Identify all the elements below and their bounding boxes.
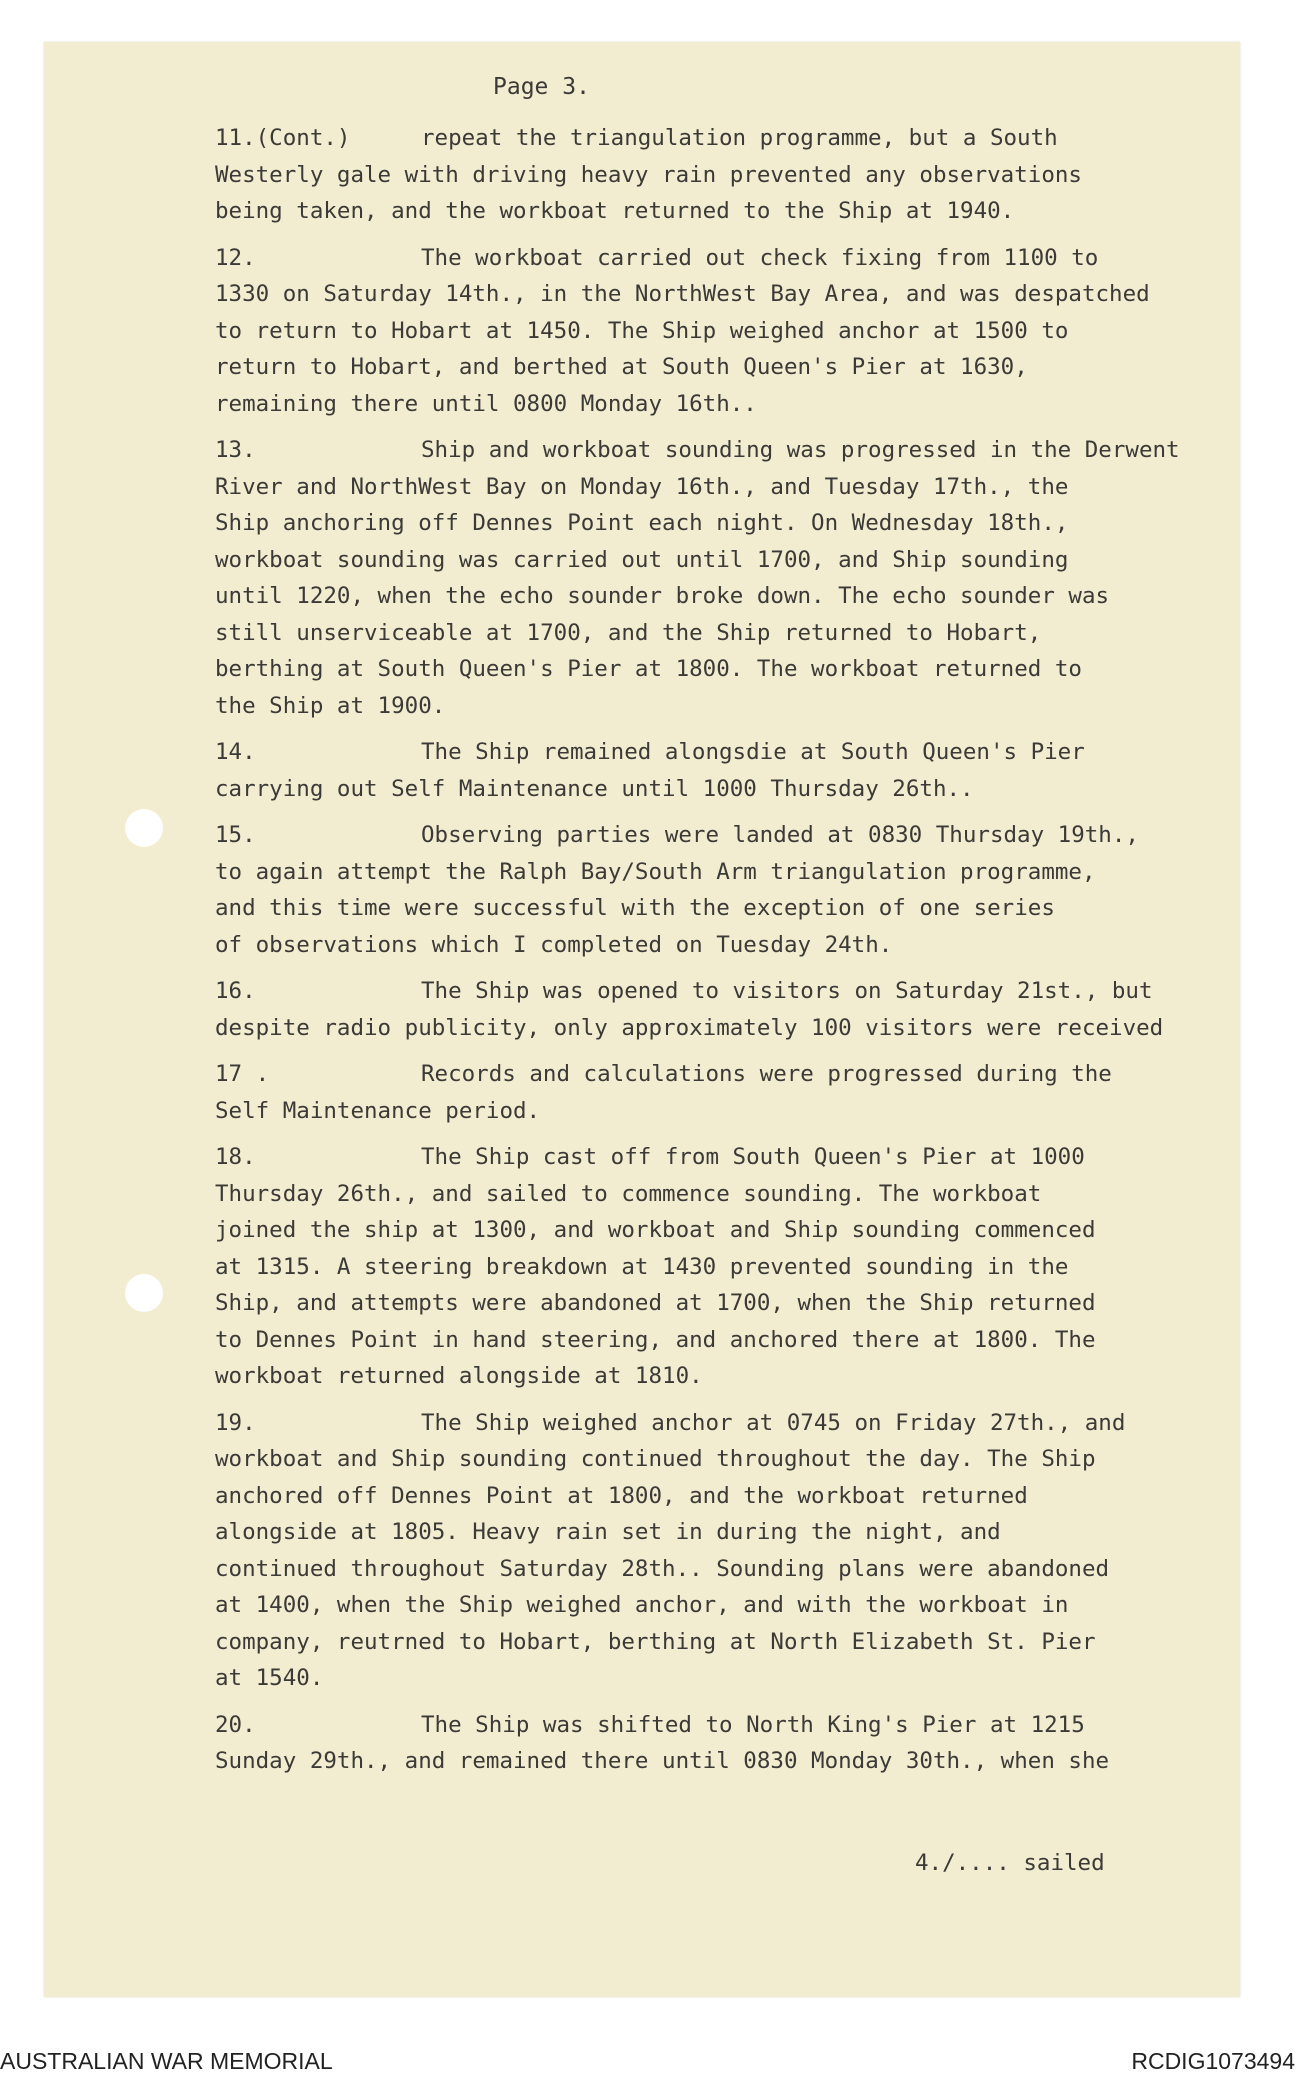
line-text: Ship anchoring off Dennes Point each night. On Wednesday 18th., xyxy=(215,510,1069,536)
line-text: being taken, and the workboat returned to the Ship at 1940. xyxy=(215,198,1015,224)
line-text: until 1220, when the echo sounder broke down. The echo sounder was xyxy=(215,583,1110,609)
line-text: at 1540. xyxy=(215,1665,324,1691)
line-text: carrying out Self Maintenance until 1000 Thursday 26th.. xyxy=(215,775,974,802)
line-text: Thursday 26th., and sailed to commence sounding. The workboat xyxy=(215,1180,1042,1207)
line-text: The Ship cast off from South Queen's Pier at 1000 xyxy=(421,1144,1085,1170)
report-body xyxy=(215,120,1235,1790)
text-line xyxy=(215,1707,1235,1744)
paragraph-number: 15. xyxy=(215,822,256,848)
line-text: remaining there until 0800 Monday 16th.. xyxy=(215,390,757,417)
text-line xyxy=(215,1551,1235,1588)
paragraph xyxy=(215,734,1235,807)
line-text: continued throughout Saturday 28th.. Sounding plans were abandoned xyxy=(215,1555,1110,1582)
text-line xyxy=(215,276,1235,313)
line-text: workboat returned alongside at 1810. xyxy=(215,1363,703,1389)
text-line xyxy=(215,734,1235,771)
paragraph-number: 16. xyxy=(215,978,256,1004)
line-text: Ship, and attempts were abandoned at 1700, when the Ship returned xyxy=(215,1290,1096,1316)
paragraph-number: 11.(Cont.) xyxy=(215,125,351,151)
text-line xyxy=(215,1212,1235,1249)
line-text: Self Maintenance period. xyxy=(215,1097,541,1124)
paragraph-number: 19. xyxy=(215,1409,256,1436)
line-text: at 1315. A steering breakdown at 1430 prevented sounding in the xyxy=(215,1253,1069,1280)
text-line xyxy=(215,927,1235,964)
paragraph-number: 14. xyxy=(215,739,256,765)
text-line xyxy=(215,386,1235,423)
text-line xyxy=(215,1587,1235,1624)
line-text: of observations which I completed on Tuesday 24th. xyxy=(215,931,893,958)
line-text: The workboat carried out check fixing from 1100 to xyxy=(421,244,1099,271)
paragraph-number: 20. xyxy=(215,1711,256,1738)
punch-hole xyxy=(125,1274,163,1312)
line-text: River and NorthWest Bay on Monday 16th., and Tuesday 17th., the xyxy=(215,473,1069,500)
line-text: still unserviceable at 1700, and the Ship returned to Hobart, xyxy=(215,619,1042,646)
line-text: The Ship was opened to visitors on Saturday 21st., but xyxy=(421,978,1153,1004)
text-line xyxy=(215,1249,1235,1286)
footer-record-id: RCDIG1073494 xyxy=(1131,2048,1295,2074)
text-line xyxy=(215,1176,1235,1213)
paragraph xyxy=(215,1707,1235,1780)
paragraph-number: 18. xyxy=(215,1144,256,1170)
paragraph-number: 13. xyxy=(215,437,256,463)
text-line xyxy=(215,505,1235,542)
text-line xyxy=(215,1285,1235,1322)
line-text: and this time were successful with the exception of one series xyxy=(215,895,1055,921)
text-line xyxy=(215,469,1235,506)
line-text: to return to Hobart at 1450. The Ship weighed anchor at 1500 to xyxy=(215,317,1069,344)
paragraph xyxy=(215,817,1235,963)
paragraph xyxy=(215,120,1235,230)
text-line xyxy=(215,1743,1235,1780)
text-line xyxy=(215,1441,1235,1478)
line-text: 1330 on Saturday 14th., in the NorthWest Bay Area, and was despatched xyxy=(215,281,1150,307)
text-line xyxy=(215,1660,1235,1697)
line-text: to again attempt the Ralph Bay/South Arm triangulation programme, xyxy=(215,858,1096,885)
line-text: The Ship weighed anchor at 0745 on Friday 27th., and xyxy=(421,1409,1126,1436)
text-line xyxy=(215,1010,1235,1047)
punch-hole xyxy=(125,809,163,847)
paragraph xyxy=(215,1139,1235,1395)
line-text: Sunday 29th., and remained there until 0830 Monday 30th., when she xyxy=(215,1748,1110,1774)
text-line xyxy=(215,1139,1235,1176)
text-line xyxy=(215,1514,1235,1551)
text-line xyxy=(215,313,1235,350)
text-line xyxy=(215,1093,1235,1130)
line-text: company, reutrned to Hobart, berthing at North Elizabeth St. Pier xyxy=(215,1628,1096,1655)
text-line xyxy=(215,157,1235,194)
continuation-note: 4./.... sailed xyxy=(915,1850,1105,1876)
text-line xyxy=(215,615,1235,652)
text-line xyxy=(215,854,1235,891)
line-text: at 1400, when the Ship weighed anchor, and with the workboat in xyxy=(215,1592,1069,1618)
line-text: Observing parties were landed at 0830 Thursday 19th., xyxy=(421,822,1139,848)
line-text: joined the ship at 1300, and workboat and Ship sounding commenced xyxy=(215,1217,1096,1243)
text-line xyxy=(215,771,1235,808)
line-text: to Dennes Point in hand steering, and anchored there at 1800. The xyxy=(215,1326,1096,1353)
footer-institution: AUSTRALIAN WAR MEMORIAL xyxy=(0,2048,333,2074)
text-line xyxy=(215,349,1235,386)
paragraph xyxy=(215,973,1235,1046)
paragraph-number: 12. xyxy=(215,244,256,271)
line-text: The Ship remained alongsdie at South Queen's Pier xyxy=(421,739,1085,765)
text-line xyxy=(215,1405,1235,1442)
line-text: despite radio publicity, only approximately 100 visitors were received xyxy=(215,1014,1164,1041)
text-line xyxy=(215,240,1235,277)
text-line xyxy=(215,578,1235,615)
line-text: workboat sounding was carried out until 1700, and Ship sounding xyxy=(215,546,1069,573)
line-text: The Ship was shifted to North King's Pier at 1215 xyxy=(421,1711,1085,1738)
text-line xyxy=(215,193,1235,230)
line-text: workboat and Ship sounding continued throughout the day. The Ship xyxy=(215,1446,1096,1472)
text-line xyxy=(215,1322,1235,1359)
paragraph xyxy=(215,432,1235,724)
text-line xyxy=(215,432,1235,469)
text-line xyxy=(215,120,1235,157)
line-text: anchored off Dennes Point at 1800, and the workboat returned xyxy=(215,1482,1028,1509)
text-line xyxy=(215,1478,1235,1515)
page-number: Page 3. xyxy=(493,74,590,100)
paragraph xyxy=(215,240,1235,423)
text-line xyxy=(215,1056,1235,1093)
text-line xyxy=(215,542,1235,579)
line-text: Ship and workboat sounding was progressed in the Derwent xyxy=(421,437,1180,463)
line-text: repeat the triangulation programme, but a South xyxy=(421,125,1058,151)
text-line xyxy=(215,890,1235,927)
paragraph-number: 17 . xyxy=(215,1061,270,1087)
paragraph xyxy=(215,1405,1235,1697)
text-line xyxy=(215,1358,1235,1395)
line-text: Records and calculations were progressed during the xyxy=(421,1061,1112,1087)
paragraph xyxy=(215,1056,1235,1129)
text-line xyxy=(215,817,1235,854)
line-text: alongside at 1805. Heavy rain set in during the night, and xyxy=(215,1519,1001,1545)
text-line xyxy=(215,688,1235,725)
text-line xyxy=(215,973,1235,1010)
line-text: Westerly gale with driving heavy rain prevented any observations xyxy=(215,161,1082,188)
text-line xyxy=(215,651,1235,688)
line-text: berthing at South Queen's Pier at 1800. The workboat returned to xyxy=(215,656,1082,682)
line-text: the Ship at 1900. xyxy=(215,692,446,719)
text-line xyxy=(215,1624,1235,1661)
line-text: return to Hobart, and berthed at South Queen's Pier at 1630, xyxy=(215,354,1028,380)
